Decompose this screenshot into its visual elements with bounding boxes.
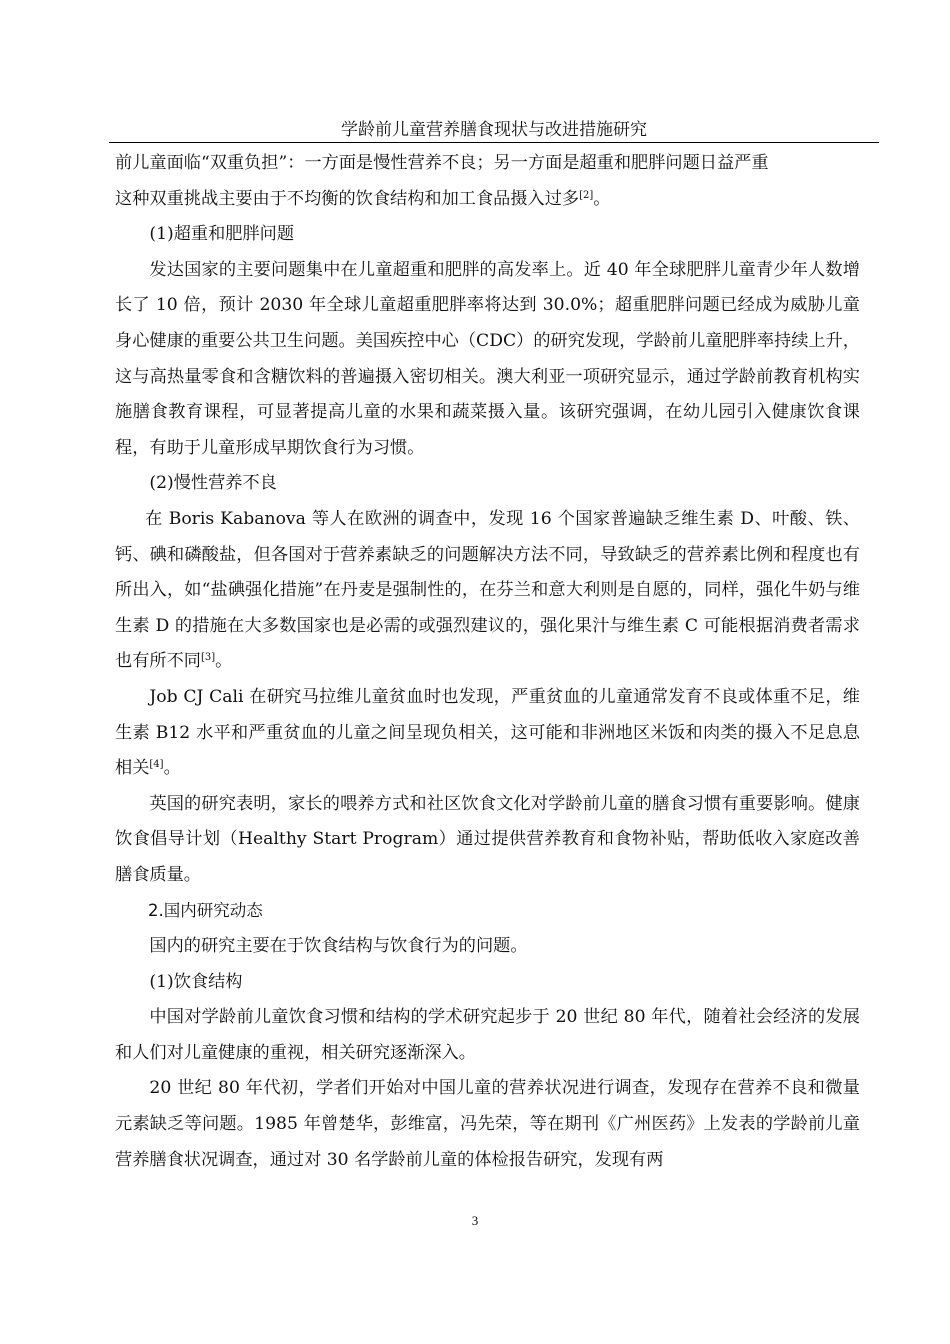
citation-ref[interactable]: [4] xyxy=(149,759,164,771)
subheading-malnutrition: (2)慢性营养不良 xyxy=(149,473,277,494)
citation-ref[interactable]: [2] xyxy=(579,189,594,201)
paragraph-1980s: 20 世纪 80 年代初，学者们开始对中国儿童的营养状况进行调查，发现存在营养不良和微量元素缺乏等问题。1985 年曾楚华，彭维富，冯先荣，等在期刊《广州医药》上发表的学龄前儿童营养膳食状况调查，通过对 30 名学龄前儿童的体检报告研究，发现有两 xyxy=(115,1078,860,1170)
paragraph-continuation: 前儿童面临“双重负担”：一方面是慢性营养不良；另一方面是超重和肥胖问题日益严重 xyxy=(115,153,769,173)
citation-ref[interactable]: [3] xyxy=(200,652,216,664)
paragraph-continuation-2: 这种双重挑战主要由于不均衡的饮食结构和加工食品摄入过多[2]。 xyxy=(115,188,611,209)
section-heading-domestic: 2.国内研究动态 xyxy=(148,901,263,921)
header-rule xyxy=(109,142,879,143)
page-number: 3 xyxy=(471,1213,479,1228)
running-header: 学龄前儿童营养膳食现状与改进措施研究 xyxy=(341,120,647,140)
paragraph-uk: 英国的研究表明，家长的喂养方式和社区饮食文化对学龄前儿童的膳食习惯有重要影响。健康饮食倡导计划（Healthy Start Program）通过提供营养教育和食物补贴，帮助低收入家庭改善膳食质量。 xyxy=(115,793,860,885)
subheading-diet-structure: (1)饮食结构 xyxy=(149,971,243,992)
paragraph-overweight: 发达国家的主要问题集中在儿童超重和肥胖的高发率上。近 40 年全球肥胖儿童青少年人数增长了 10 倍，预计 2030 年全球儿童超重肥胖率将达到 30.0%；超重肥胖问题已经成为威胁儿童身心健康的重要公共卫生问题。美国疾控中心（CDC）的研究发现，学龄前儿童肥胖率持续上升，这与高热量零食和含糖饮料的普遍摄入密切相关。澳大利亚一项研究显示，通过学龄前教育机构实施膳食教育课程，可显著提高儿童的水果和蔬菜摄入量。该研究强调，在幼儿园引入健康饮食课程，有助于儿童形成早期饮食行为习惯。 xyxy=(115,259,860,458)
paragraph-domestic-intro: 国内的研究主要在于饮食结构与饮食行为的问题。 xyxy=(149,936,528,957)
paragraph-malawi: Job CJ Cali 在研究马拉维儿童贫血时也发现，严重贫血的儿童通常发育不良或体重不足，维生素 B12 水平和严重贫血的儿童之间呈现负相关，这可能和非洲地区米饭和肉类的摄入不足息息相关[4]。 xyxy=(115,686,860,779)
paragraph-china-research: 中国对学龄前儿童饮食习惯和结构的学术研究起步于 20 世纪 80 年代，随着社会经济的发展和人们对儿童健康的重视，相关研究逐渐深入。 xyxy=(115,1007,860,1063)
subheading-overweight: (1)超重和肥胖问题 xyxy=(149,224,295,245)
page-body xyxy=(115,146,860,1178)
paragraph-europe-survey: 在 Boris Kabanova 等人在欧洲的调查中，发现 16 个国家普遍缺乏维生素 D、叶酸、铁、钙、碘和磷酸盐，但各国对于营养素缺乏的问题解决方法不同，导致缺乏的营养素比例和程度也有所出入，如“盐碘强化措施”在丹麦是强制性的，在芬兰和意大利则是自愿的，同样，强化牛奶与维生素 D 的措施在大多数国家也是必需的或强烈建议的，强化果汁与维生素 C 可能根据消费者需求也有所不同[3]。 xyxy=(115,508,860,672)
